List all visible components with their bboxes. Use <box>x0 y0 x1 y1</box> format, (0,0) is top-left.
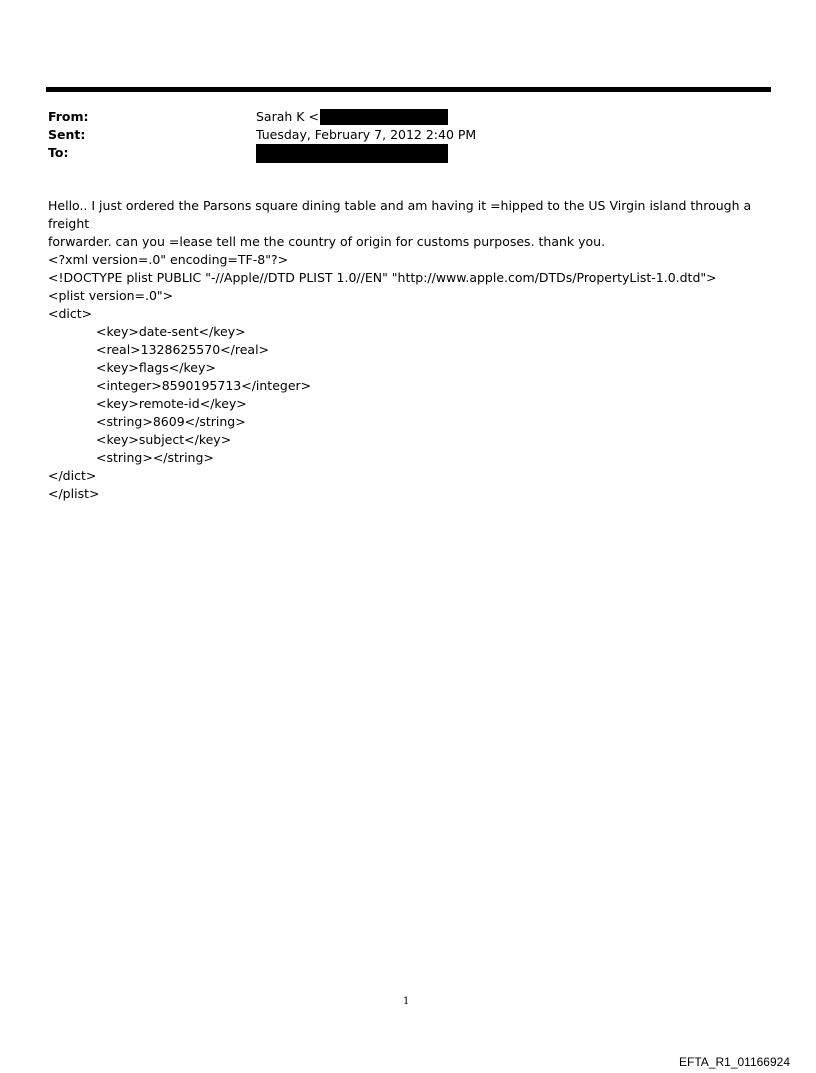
from-value <box>256 108 448 126</box>
sent-row <box>48 126 768 144</box>
from-sender: Sarah K < <box>256 109 319 124</box>
body-line: Hello.. I just ordered the Parsons square dining table and am having it =hipped to the US Virgin island through a freight <box>48 198 752 231</box>
email-body <box>48 197 768 251</box>
top-rule <box>46 87 771 92</box>
xml-line: </dict> <box>48 468 97 483</box>
xml-line: <plist version=.0"> <box>48 288 174 303</box>
to-label: To: <box>48 145 69 160</box>
document-id: EFTA_R1_01166924 <box>679 1055 790 1069</box>
xml-block <box>48 251 768 503</box>
body-line: forwarder. can you =lease tell me the country of origin for customs purposes. thank you. <box>48 234 606 249</box>
redaction-box <box>320 109 448 125</box>
sent-value: Tuesday, February 7, 2012 2:40 PM <box>256 127 477 142</box>
xml-line: <key>flags</key> <box>96 360 216 375</box>
xml-line: <dict> <box>48 306 93 321</box>
xml-line: <string></string> <box>96 450 214 465</box>
xml-line: <string>8609</string> <box>96 414 246 429</box>
xml-line: <key>date-sent</key> <box>96 324 246 339</box>
xml-line: <!DOCTYPE plist PUBLIC "-//Apple//DTD PLIST 1.0//EN" "http://www.apple.com/DTDs/PropertyList-1.0.dtd"> <box>48 270 717 285</box>
from-label: From: <box>48 109 89 124</box>
xml-line: <integer>8590195713</integer> <box>96 378 312 393</box>
email-header <box>48 108 768 162</box>
to-row <box>48 144 768 162</box>
redaction-box <box>256 144 448 163</box>
page-number: 1 <box>403 996 410 1007</box>
xml-line: <real>1328625570</real> <box>96 342 270 357</box>
xml-line: <key>remote-id</key> <box>96 396 247 411</box>
from-row <box>48 108 768 126</box>
xml-line: <?xml version=.0" encoding=TF-8"?> <box>48 252 289 267</box>
xml-line: </plist> <box>48 486 100 501</box>
xml-line: <key>subject</key> <box>96 432 232 447</box>
sent-label: Sent: <box>48 127 86 142</box>
